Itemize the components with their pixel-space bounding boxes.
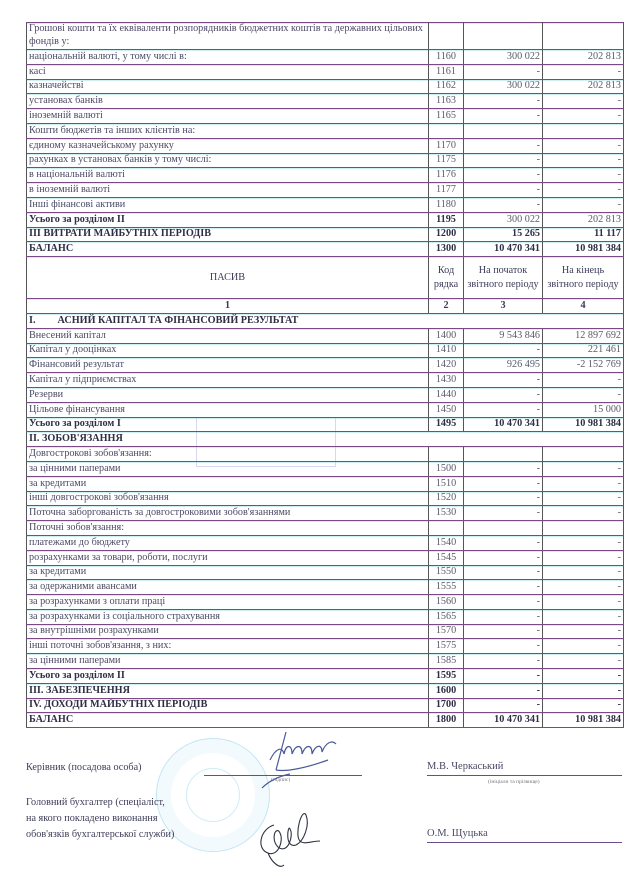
row-code: 1555 xyxy=(429,580,464,595)
liability-row-1565 xyxy=(27,609,624,624)
value-end-period: - xyxy=(543,153,624,168)
value-end-period: - xyxy=(543,609,624,624)
signature-caption: (підпис) xyxy=(271,777,291,783)
row-label: за розрахунками із соціального страхування xyxy=(27,609,429,624)
row-label: Усього за розділом II xyxy=(27,669,429,684)
row-code: 1410 xyxy=(429,343,464,358)
value-end-period: - xyxy=(543,373,624,388)
section-2-title: II. ЗОБОВ'ЯЗАННЯ xyxy=(27,432,624,447)
liability-row-1545 xyxy=(27,550,624,565)
value-start-period: - xyxy=(464,138,543,153)
section-2-header xyxy=(27,432,624,447)
accountant-name-line xyxy=(427,842,622,843)
value-start-period: - xyxy=(464,550,543,565)
value-start-period: - xyxy=(464,387,543,402)
equity-row-1450 xyxy=(27,402,624,417)
value-start-period: 10 470 341 xyxy=(464,713,543,728)
value-start-period: - xyxy=(464,461,543,476)
liability-row-1570 xyxy=(27,624,624,639)
accountant-name: О.М. Щуцька xyxy=(427,828,488,839)
accountant-label-line-3: обов'язків бухгалтерської служби) xyxy=(26,829,175,840)
row-code: 1440 xyxy=(429,387,464,402)
row-label: інші довгострокові зобов'язання xyxy=(27,491,429,506)
value-start-period: - xyxy=(464,402,543,417)
value-start-period: - xyxy=(464,168,543,183)
value-end-period: - xyxy=(543,506,624,521)
liability-row-1520 xyxy=(27,491,624,506)
value-end-period: - xyxy=(543,698,624,713)
row-label: Внесений капітал xyxy=(27,328,429,343)
value-end-period: - xyxy=(543,94,624,109)
equity-row-1430 xyxy=(27,373,624,388)
value-start-period: - xyxy=(464,94,543,109)
row-code: 1177 xyxy=(429,183,464,198)
value-start-period: - xyxy=(464,595,543,610)
row-label: інші поточні зобов'язання, з них: xyxy=(27,639,429,654)
value-start-period: 10 470 341 xyxy=(464,242,543,257)
row-label: за внутрішніми розрахунками xyxy=(27,624,429,639)
row-code: 1520 xyxy=(429,491,464,506)
value-end-period: - xyxy=(543,183,624,198)
row-label: за кредитами xyxy=(27,565,429,580)
row-label: за цінними паперами xyxy=(27,461,429,476)
name-caption: (ініціали та прізвище) xyxy=(488,779,540,785)
row-label: казначействі xyxy=(27,79,429,94)
equity-row-1420 xyxy=(27,358,624,373)
row-label: Усього за розділом II xyxy=(27,212,429,227)
column-number-2: 2 xyxy=(429,299,464,314)
value-start-period: - xyxy=(464,153,543,168)
equity-row-1410 xyxy=(27,343,624,358)
value-end-period: - xyxy=(543,639,624,654)
value-start-period: - xyxy=(464,654,543,669)
header-liabilities: ПАСИВ xyxy=(27,257,429,299)
row-label: платежами до бюджету xyxy=(27,535,429,550)
assets-tail-section xyxy=(27,23,624,257)
row-code: 1165 xyxy=(429,109,464,124)
row-code xyxy=(429,521,464,536)
row-code: 1176 xyxy=(429,168,464,183)
value-start-period: - xyxy=(464,624,543,639)
liability-row-1550 xyxy=(27,565,624,580)
value-start-period xyxy=(464,447,543,462)
header-code: Код рядка xyxy=(429,257,464,299)
row-label: Поточні зобов'язання: xyxy=(27,521,429,536)
row-code: 1180 xyxy=(429,197,464,212)
value-start-period: 10 470 341 xyxy=(464,417,543,432)
asset-row-1176 xyxy=(27,168,624,183)
value-end-period: - xyxy=(543,595,624,610)
stamp-emblem xyxy=(186,768,240,822)
value-start-period: - xyxy=(464,580,543,595)
value-end-period: - xyxy=(543,580,624,595)
head-signature xyxy=(256,730,346,790)
section-1-title-row xyxy=(27,313,624,328)
liability-row-1500 xyxy=(27,461,624,476)
value-end-period xyxy=(543,123,624,138)
section-2-title-row xyxy=(27,432,624,447)
liability-row-1540 xyxy=(27,535,624,550)
liability-row-1595 xyxy=(27,669,624,684)
value-end-period: 11 117 xyxy=(543,227,624,242)
row-label: за одержаними авансами xyxy=(27,580,429,595)
value-start-period xyxy=(464,23,543,50)
row-code: 1575 xyxy=(429,639,464,654)
equity-row-1495 xyxy=(27,417,624,432)
row-code: 1570 xyxy=(429,624,464,639)
row-code: 1530 xyxy=(429,506,464,521)
row-label: Фінансовий результат xyxy=(27,358,429,373)
value-start-period xyxy=(464,521,543,536)
row-code: 1160 xyxy=(429,50,464,65)
asset-row-1195 xyxy=(27,212,624,227)
row-code: 1540 xyxy=(429,535,464,550)
asset-row-1162 xyxy=(27,79,624,94)
row-code: 1585 xyxy=(429,654,464,669)
value-start-period: - xyxy=(464,698,543,713)
column-number-3: 3 xyxy=(464,299,543,314)
row-code: 1195 xyxy=(429,212,464,227)
value-end-period: - xyxy=(543,669,624,684)
value-start-period: 300 022 xyxy=(464,212,543,227)
row-label: III ВИТРАТИ МАЙБУТНІХ ПЕРІОДІВ xyxy=(27,227,429,242)
row-label: III. ЗАБЕЗПЕЧЕННЯ xyxy=(27,683,429,698)
section-1-title-text: АСНИЙ КАПІТАЛ ТА ФІНАНСОВИЙ РЕЗУЛЬТАТ xyxy=(57,314,299,326)
liability-row xyxy=(27,521,624,536)
row-label: Цільове фінансування xyxy=(27,402,429,417)
row-code: 1550 xyxy=(429,565,464,580)
asset-row-1300 xyxy=(27,242,624,257)
row-code: 1800 xyxy=(429,713,464,728)
value-start-period: - xyxy=(464,639,543,654)
value-start-period: 926 495 xyxy=(464,358,543,373)
column-number-1: 1 xyxy=(27,299,429,314)
row-code: 1175 xyxy=(429,153,464,168)
row-code: 1545 xyxy=(429,550,464,565)
value-start-period: - xyxy=(464,64,543,79)
row-code: 1450 xyxy=(429,402,464,417)
value-end-period: - xyxy=(543,476,624,491)
asset-row xyxy=(27,123,624,138)
value-end-period xyxy=(543,521,624,536)
header-end-period: На кінець звітного періоду xyxy=(543,257,624,299)
equity-row-1440 xyxy=(27,387,624,402)
row-code xyxy=(429,447,464,462)
value-end-period: - xyxy=(543,535,624,550)
value-start-period: - xyxy=(464,476,543,491)
asset-row-1180 xyxy=(27,197,624,212)
row-label: національній валюті, у тому числі в: xyxy=(27,50,429,65)
value-end-period: 12 897 692 xyxy=(543,328,624,343)
liability-row xyxy=(27,447,624,462)
row-label: за розрахунками з оплати праці xyxy=(27,595,429,610)
row-code: 1161 xyxy=(429,64,464,79)
row-code: 1300 xyxy=(429,242,464,257)
value-start-period: - xyxy=(464,683,543,698)
header-start-period: На початок звітного періоду xyxy=(464,257,543,299)
row-code: 1595 xyxy=(429,669,464,684)
value-end-period: - xyxy=(543,654,624,669)
row-code xyxy=(429,123,464,138)
value-end-period: - xyxy=(543,550,624,565)
row-code: 1430 xyxy=(429,373,464,388)
value-end-period: - xyxy=(543,168,624,183)
row-label: Усього за розділом I xyxy=(27,417,429,432)
value-start-period: 300 022 xyxy=(464,79,543,94)
value-start-period: - xyxy=(464,491,543,506)
value-start-period: - xyxy=(464,373,543,388)
row-label: БАЛАНС xyxy=(27,713,429,728)
value-end-period: - xyxy=(543,461,624,476)
section-1-title xyxy=(27,313,624,328)
asset-row-1163 xyxy=(27,94,624,109)
liability-row-1700 xyxy=(27,698,624,713)
row-label: Довгострокові зобов'язання: xyxy=(27,447,429,462)
liability-row-1600 xyxy=(27,683,624,698)
row-code: 1163 xyxy=(429,94,464,109)
row-label: за кредитами xyxy=(27,476,429,491)
column-number-4: 4 xyxy=(543,299,624,314)
head-name-line xyxy=(427,775,622,776)
head-name: М.В. Черкаський xyxy=(427,761,504,772)
asset-row xyxy=(27,23,624,50)
row-code: 1510 xyxy=(429,476,464,491)
value-start-period: 300 022 xyxy=(464,50,543,65)
row-label: іноземній валюті xyxy=(27,109,429,124)
accountant-label-line-1: Головний бухгалтер (спеціаліст, xyxy=(26,797,165,808)
row-label: рахунках в установах банків у тому числі: xyxy=(27,153,429,168)
row-code: 1162 xyxy=(429,79,464,94)
row-label: Резерви xyxy=(27,387,429,402)
asset-row-1170 xyxy=(27,138,624,153)
accountant-signature xyxy=(254,805,324,871)
row-label: за цінними паперами xyxy=(27,654,429,669)
liability-row-1560 xyxy=(27,595,624,610)
row-code: 1600 xyxy=(429,683,464,698)
value-end-period: - xyxy=(543,387,624,402)
liabilities-header xyxy=(27,257,624,329)
row-label: БАЛАНС xyxy=(27,242,429,257)
row-code: 1565 xyxy=(429,609,464,624)
value-start-period: - xyxy=(464,343,543,358)
value-start-period: - xyxy=(464,506,543,521)
asset-row-1161 xyxy=(27,64,624,79)
row-code: 1170 xyxy=(429,138,464,153)
value-end-period: - xyxy=(543,64,624,79)
row-label: Кошти бюджетів та інших клієнтів на: xyxy=(27,123,429,138)
liability-row-1555 xyxy=(27,580,624,595)
value-start-period: 9 543 846 xyxy=(464,328,543,343)
asset-row-1175 xyxy=(27,153,624,168)
liability-row-1585 xyxy=(27,654,624,669)
value-start-period: - xyxy=(464,109,543,124)
value-end-period xyxy=(543,447,624,462)
value-start-period: 15 265 xyxy=(464,227,543,242)
value-end-period: - xyxy=(543,491,624,506)
row-code: 1420 xyxy=(429,358,464,373)
row-label: Капітал у дооцінках xyxy=(27,343,429,358)
head-label: Керівник (посадова особа) xyxy=(26,762,142,773)
value-start-period: - xyxy=(464,609,543,624)
value-end-period: - xyxy=(543,624,624,639)
value-end-period: - xyxy=(543,138,624,153)
liabilities-section xyxy=(27,447,624,728)
liabilities-header-row xyxy=(27,257,624,299)
value-end-period: 15 000 xyxy=(543,402,624,417)
value-end-period: - xyxy=(543,197,624,212)
equity-section xyxy=(27,328,624,432)
value-end-period xyxy=(543,23,624,50)
asset-row-1177 xyxy=(27,183,624,198)
value-end-period: 221 461 xyxy=(543,343,624,358)
value-end-period: -2 152 769 xyxy=(543,358,624,373)
row-code: 1700 xyxy=(429,698,464,713)
value-start-period: - xyxy=(464,565,543,580)
value-end-period: - xyxy=(543,109,624,124)
value-end-period: 202 813 xyxy=(543,79,624,94)
accountant-label-line-2: на якого покладено виконання xyxy=(26,813,158,824)
value-start-period: - xyxy=(464,669,543,684)
value-end-period: 202 813 xyxy=(543,212,624,227)
value-start-period: - xyxy=(464,183,543,198)
value-end-period: 202 813 xyxy=(543,50,624,65)
liability-row-1575 xyxy=(27,639,624,654)
liability-row-1510 xyxy=(27,476,624,491)
row-code: 1495 xyxy=(429,417,464,432)
row-code xyxy=(429,23,464,50)
column-numbers-row xyxy=(27,299,624,314)
row-code: 1500 xyxy=(429,461,464,476)
value-end-period: 10 981 384 xyxy=(543,417,624,432)
row-code: 1560 xyxy=(429,595,464,610)
liability-row-1800 xyxy=(27,713,624,728)
row-label: IV. ДОХОДИ МАЙБУТНІХ ПЕРІОДІВ xyxy=(27,698,429,713)
row-label: єдиному казначейському рахунку xyxy=(27,138,429,153)
value-end-period: 10 981 384 xyxy=(543,242,624,257)
row-label: касі xyxy=(27,64,429,79)
row-label: розрахунками за товари, роботи, послуги xyxy=(27,550,429,565)
row-label: в національній валюті xyxy=(27,168,429,183)
asset-row-1160 xyxy=(27,50,624,65)
asset-row-1165 xyxy=(27,109,624,124)
balance-table xyxy=(26,22,624,728)
value-start-period xyxy=(464,123,543,138)
liability-row-1530 xyxy=(27,506,624,521)
row-label: в іноземній валюті xyxy=(27,183,429,198)
row-code: 1200 xyxy=(429,227,464,242)
row-code: 1400 xyxy=(429,328,464,343)
value-start-period: - xyxy=(464,197,543,212)
row-label: Поточна заборгованість за довгостроковими зобов'язаннями xyxy=(27,506,429,521)
value-end-period: 10 981 384 xyxy=(543,713,624,728)
equity-row-1400 xyxy=(27,328,624,343)
value-end-period: - xyxy=(543,683,624,698)
row-label: Інші фінансові активи xyxy=(27,197,429,212)
row-label: установах банків xyxy=(27,94,429,109)
value-start-period: - xyxy=(464,535,543,550)
row-label: Грошові кошти та їх еквіваленти розпорядників бюджетних коштів та державних цільових фондів у: xyxy=(27,23,429,50)
section-1-title-prefix: I. xyxy=(29,314,36,326)
value-end-period: - xyxy=(543,565,624,580)
row-label: Капітал у підприємствах xyxy=(27,373,429,388)
asset-row-1200 xyxy=(27,227,624,242)
